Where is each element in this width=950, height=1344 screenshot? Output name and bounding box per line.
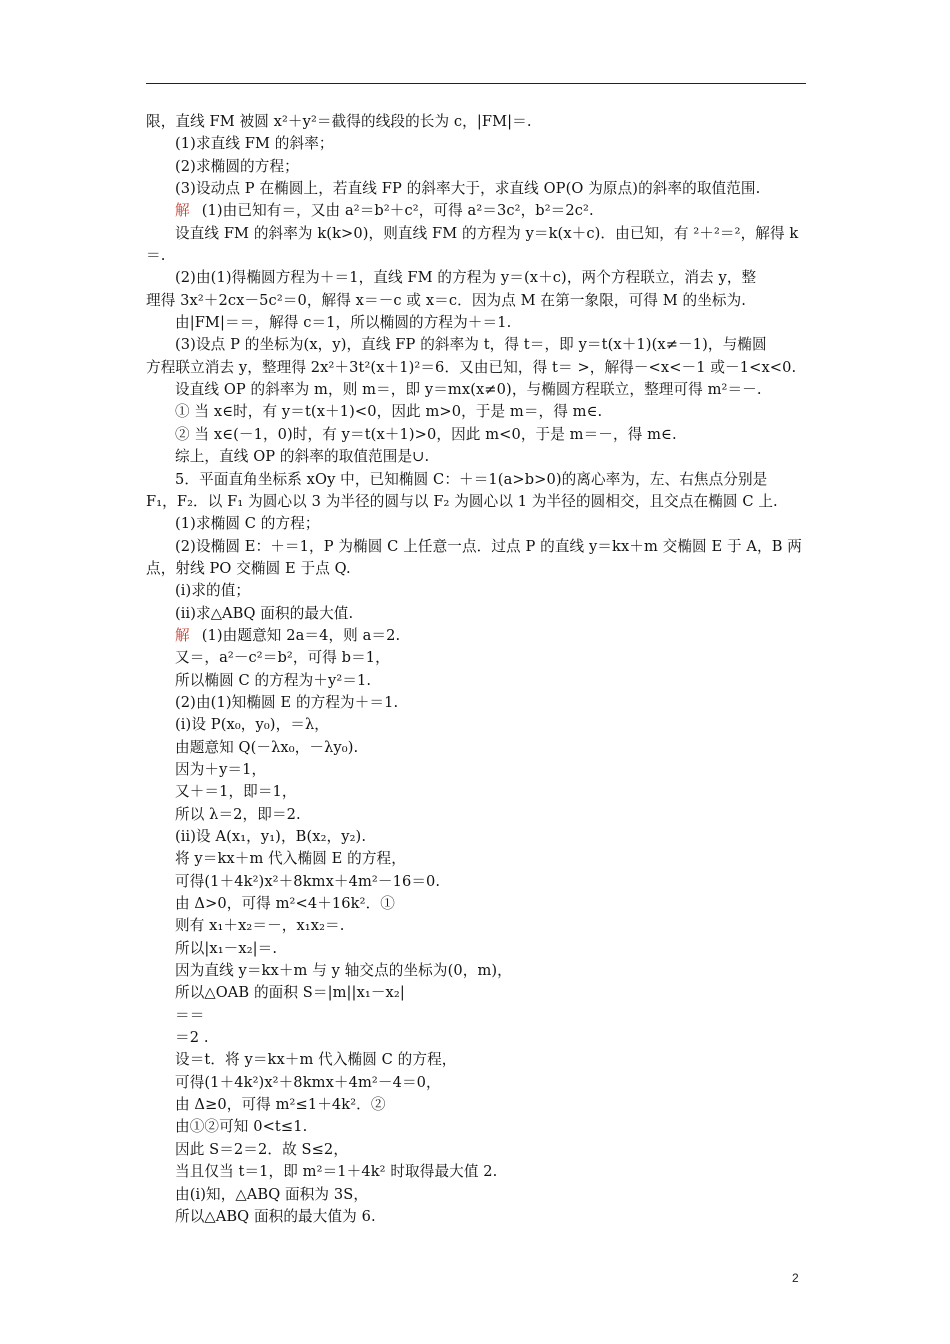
text-line	[146, 1206, 814, 1228]
line-text: ＝.	[146, 247, 166, 265]
text-line	[146, 1116, 814, 1138]
text-line	[146, 670, 814, 692]
text-line	[146, 424, 814, 446]
text-line	[146, 848, 814, 870]
text-line	[146, 401, 814, 423]
line-text: (ⅰ)设 P(x₀，y₀)，＝λ，	[175, 716, 329, 734]
line-text: 因此 S＝2＝2．故 S≤2，	[175, 1140, 349, 1158]
text-line	[146, 1161, 814, 1183]
line-text: 所以△ABQ 面积的最大值为 6.	[175, 1207, 376, 1225]
line-text: 由 Δ≥0，可得 m²≤1＋4k²．②	[175, 1096, 386, 1114]
text-line	[146, 513, 814, 535]
header-rule	[146, 83, 806, 84]
text-line	[146, 714, 814, 736]
text-line	[146, 915, 814, 937]
line-text: (ⅱ)设 A(x₁，y₁)，B(x₂，y₂).	[175, 828, 367, 845]
text-line	[146, 692, 814, 714]
line-text: 理得 3x²＋2cx－5c²＝0，解得 x＝－c 或 x＝c．因为点 M 在第一象限，可得 M 的坐标为.	[146, 291, 747, 309]
line-text: (ⅱ)求△ABQ 面积的最大值.	[175, 604, 354, 622]
line-text: 设直线 OP 的斜率为 m，则 m＝，即 y＝mx(x≠0)，与椭圆方程联立，整理可得 m²＝－.	[175, 381, 762, 399]
text-line	[146, 938, 814, 960]
line-text: 限，直线 FM 被圆 x²＋y²＝截得的线段的长为 c，|FM|＝.	[146, 113, 532, 130]
line-text: 由 Δ>0，可得 m²<4＋16k²．①	[175, 895, 395, 913]
line-text: ② 当 x∈(－1，0)时，有 y＝t(x＋1)>0，因此 m<0，于是 m＝－，得 m∈.	[175, 425, 677, 443]
document-body	[146, 111, 814, 1228]
line-text: 可得(1＋4k²)x²＋8kmx＋4m²－4＝0，	[175, 1073, 441, 1091]
line-text: (1)由已知有＝，又由 a²＝b²＋c²，可得 a²＝3c²，b²＝2c².	[201, 202, 594, 220]
line-text: ① 当 x∈时，有 y＝t(x＋1)<0，因此 m>0，于是 m＝，得 m∈.	[175, 403, 603, 421]
line-text: (3)设点 P 的坐标为(x，y)，直线 FP 的斜率为 t，得 t＝，即 y＝t(x＋1)(x≠－1)，与椭圆	[175, 336, 767, 354]
line-text: 由题意知 Q(－λx₀，－λy₀).	[175, 738, 359, 756]
text-line	[146, 312, 814, 334]
line-text: 由①②可知 0<t≤1.	[175, 1118, 308, 1136]
line-text: (2)求椭圆的方程；	[175, 157, 299, 175]
line-text: 因为直线 y＝kx＋m 与 y 轴交点的坐标为(0，m)，	[175, 962, 512, 980]
text-line	[146, 536, 814, 558]
text-line	[146, 960, 814, 982]
text-line	[146, 580, 814, 602]
line-text: 将 y＝kx＋m 代入椭圆 E 的方程，	[175, 850, 406, 868]
line-text: 所以△OAB 的面积 S＝|m||x₁－x₂|	[175, 984, 405, 1002]
text-line	[146, 871, 814, 893]
line-text: 所以|x₁－x₂|＝.	[175, 939, 278, 957]
text-line	[146, 737, 814, 759]
line-text: 点，射线 PO 交椭圆 E 于点 Q.	[146, 559, 351, 577]
text-line	[146, 625, 814, 647]
line-text: 又＋＝1，即＝1，	[175, 783, 297, 801]
text-line	[146, 200, 814, 222]
line-text: 则有 x₁＋x₂＝－，x₁x₂＝.	[175, 917, 345, 935]
text-line	[146, 223, 814, 245]
text-line	[146, 267, 814, 289]
line-text: 由|FM|＝＝，解得 c＝1，所以椭圆的方程为＋＝1.	[175, 314, 512, 332]
line-text: 所以 λ＝2，即＝2.	[175, 805, 301, 823]
line-text: (3)设动点 P 在椭圆上，若直线 FP 的斜率大于，求直线 OP(O 为原点)的斜率的取值范围.	[175, 180, 761, 198]
text-line	[146, 982, 814, 1004]
text-line	[146, 1072, 814, 1094]
line-text: 设直线 FM 的斜率为 k(k>0)，则直线 FM 的方程为 y＝k(x＋c)．由已知，有 ²＋²＝²，解得 k	[175, 224, 799, 242]
text-line	[146, 491, 814, 513]
text-line	[146, 759, 814, 781]
text-line	[146, 603, 814, 625]
line-text: (ⅰ)求的值；	[175, 582, 251, 600]
line-text: ＝＝	[175, 1006, 205, 1024]
text-line	[146, 334, 814, 356]
text-line	[146, 1049, 814, 1071]
text-line	[146, 826, 814, 848]
text-line	[146, 893, 814, 915]
line-text: 综上，直线 OP 的斜率的取值范围是∪.	[175, 448, 430, 466]
text-line	[146, 357, 814, 379]
text-line	[146, 133, 814, 155]
solution-label: 解	[175, 626, 190, 644]
text-line	[146, 804, 814, 826]
line-text: 可得(1＋4k²)x²＋8kmx＋4m²－16＝0.	[175, 872, 441, 890]
text-line	[146, 647, 814, 669]
line-text: 因为＋y＝1，	[175, 760, 267, 778]
line-text: 当且仅当 t＝1，即 m²＝1＋4k² 时取得最大值 2.	[175, 1163, 498, 1181]
line-text: 所以椭圆 C 的方程为＋y²＝1.	[175, 671, 372, 689]
line-text: 又＝，a²－c²＝b²，可得 b＝1，	[175, 649, 390, 667]
line-text: (2)由(1)得椭圆方程为＋＝1，直线 FM 的方程为 y＝(x＋c)，两个方程联立，消去 y，整	[175, 269, 757, 287]
line-text: (1)求直线 FM 的斜率；	[175, 135, 334, 153]
line-text: ＝2 .	[175, 1029, 209, 1047]
text-line	[146, 1094, 814, 1116]
text-line	[146, 290, 814, 312]
text-line	[146, 178, 814, 200]
text-line	[146, 1005, 814, 1027]
line-text: (1)求椭圆 C 的方程；	[175, 515, 320, 533]
text-line	[146, 1184, 814, 1206]
line-text: (2)设椭圆 E：＋＝1，P 为椭圆 C 上任意一点．过点 P 的直线 y＝kx＋m 交椭圆 E 于 A，B 两	[175, 537, 802, 555]
text-line	[146, 111, 814, 133]
solution-label: 解	[175, 202, 190, 220]
line-text: (1)由题意知 2a＝4，则 a＝2.	[201, 626, 401, 644]
text-line	[146, 156, 814, 178]
line-text: 由(ⅰ)知，△ABQ 面积为 3S，	[175, 1185, 369, 1203]
line-text: 设＝t．将 y＝kx＋m 代入椭圆 C 的方程，	[175, 1051, 457, 1069]
text-line	[146, 558, 814, 580]
line-text: 方程联立消去 y，整理得 2x²＋3t²(x＋1)²＝6．又由已知，得 t＝ >，解得－<x<－1 或－1<x<0.	[146, 358, 797, 376]
text-line	[146, 1139, 814, 1161]
text-line	[146, 469, 814, 491]
line-text: F₁，F₂．以 F₁ 为圆心以 3 为半径的圆与以 F₂ 为圆心以 1 为半径的圆相交，且交点在椭圆 C 上.	[146, 492, 778, 510]
page-number: 2	[792, 1271, 799, 1285]
text-line	[146, 446, 814, 468]
line-text: (2)由(1)知椭圆 E 的方程为＋＝1.	[175, 693, 399, 711]
text-line	[146, 379, 814, 401]
line-text: 5．平面直角坐标系 xOy 中，已知椭圆 C：＋＝1(a>b>0)的离心率为，左、右焦点分别是	[175, 470, 768, 488]
text-line	[146, 245, 814, 267]
text-line	[146, 1027, 814, 1049]
text-line	[146, 781, 814, 803]
